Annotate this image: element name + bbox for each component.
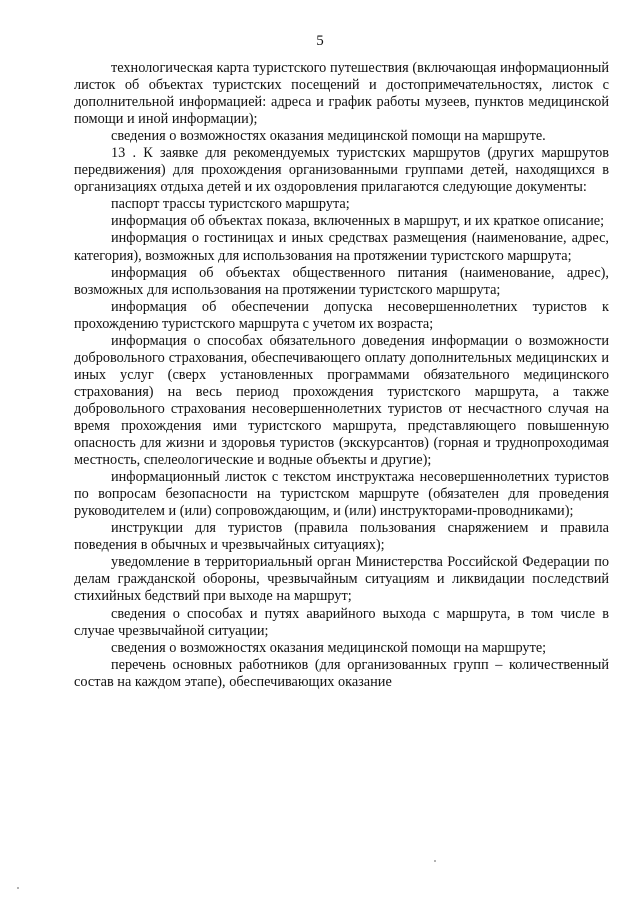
paragraph: информация о способах обязательного доведения информации о возможности добровольного страхования, обеспечивающего оплату дополнительных медицинских и иных услуг (сверх установленных программами обязательного медицинского страхования) на весь период прохождения туристского маршрута, а также добровольного страхования несовершеннолетних туристов от несчастного случая на время прохождения ими туристского маршрута, представляющего повышенную опасность для жизни и здоровья туристов (экскурсантов) (горная и труднопроходимая местность, спелеологические и водные объекты и другие); bbox=[74, 332, 609, 469]
paragraph: информация о гостиницах и иных средствах размещения (наименование, адрес, категория), возможных для использования на протяжении туристского маршрута; bbox=[74, 230, 609, 264]
paragraph: технологическая карта туристского путешествия (включающая информационный листок об объектах туристских посещений и достопримечательностях, листок с дополнительной информацией: адреса и график работы музеев, пунктов медицинской помощи и иной информации); bbox=[74, 60, 609, 128]
scan-speck bbox=[17, 887, 19, 889]
paragraph: сведения о возможностях оказания медицинской помощи на маршруте. bbox=[111, 128, 546, 145]
paragraph: информация об объектах общественного питания (наименование, адрес), возможных для использования на протяжении туристского маршрута; bbox=[74, 264, 609, 298]
page-number: 5 bbox=[316, 33, 324, 49]
paragraph: 13 . К заявке для рекомендуемых туристских маршрутов (других маршрутов передвижения) для прохождения организованными группами детей, находящихся в организациях отдыха детей и их оздоровления прилагаются следующие документы: bbox=[74, 145, 609, 196]
paragraph: инструкции для туристов (правила пользования снаряжением и правила поведения в обычных и чрезвычайных ситуациях); bbox=[74, 520, 609, 554]
paragraph: информация об объектах показа, включенных в маршрут, и их краткое описание; bbox=[111, 213, 605, 230]
scan-speck bbox=[434, 860, 436, 862]
paragraph: перечень основных работников (для организованных групп – количественный состав на каждом этапе), обеспечивающих оказание bbox=[74, 656, 609, 690]
document-body bbox=[74, 60, 609, 691]
paragraph: информационный листок с текстом инструктажа несовершеннолетних туристов по вопросам безопасности на туристском маршруте (обязателен для проведения руководителем и (или) сопровождающим, и (или) инструкторами-проводниками); bbox=[74, 469, 609, 520]
paragraph: информация об обеспечении допуска несовершеннолетних туристов к прохождению туристского маршрута с учетом их возраста; bbox=[74, 298, 609, 332]
paragraph: сведения о способах и путях аварийного выхода с маршрута, в том числе в случае чрезвычайной ситуации; bbox=[74, 605, 609, 639]
paragraph: сведения о возможностях оказания медицинской помощи на маршруте; bbox=[111, 639, 547, 656]
paragraph: паспорт трассы туристского маршрута; bbox=[111, 196, 350, 213]
paragraph: уведомление в территориальный орган Министерства Российской Федерации по делам гражданской обороны, чрезвычайным ситуациям и ликвидации последствий стихийных бедствий при выходе на маршрут; bbox=[74, 554, 609, 605]
